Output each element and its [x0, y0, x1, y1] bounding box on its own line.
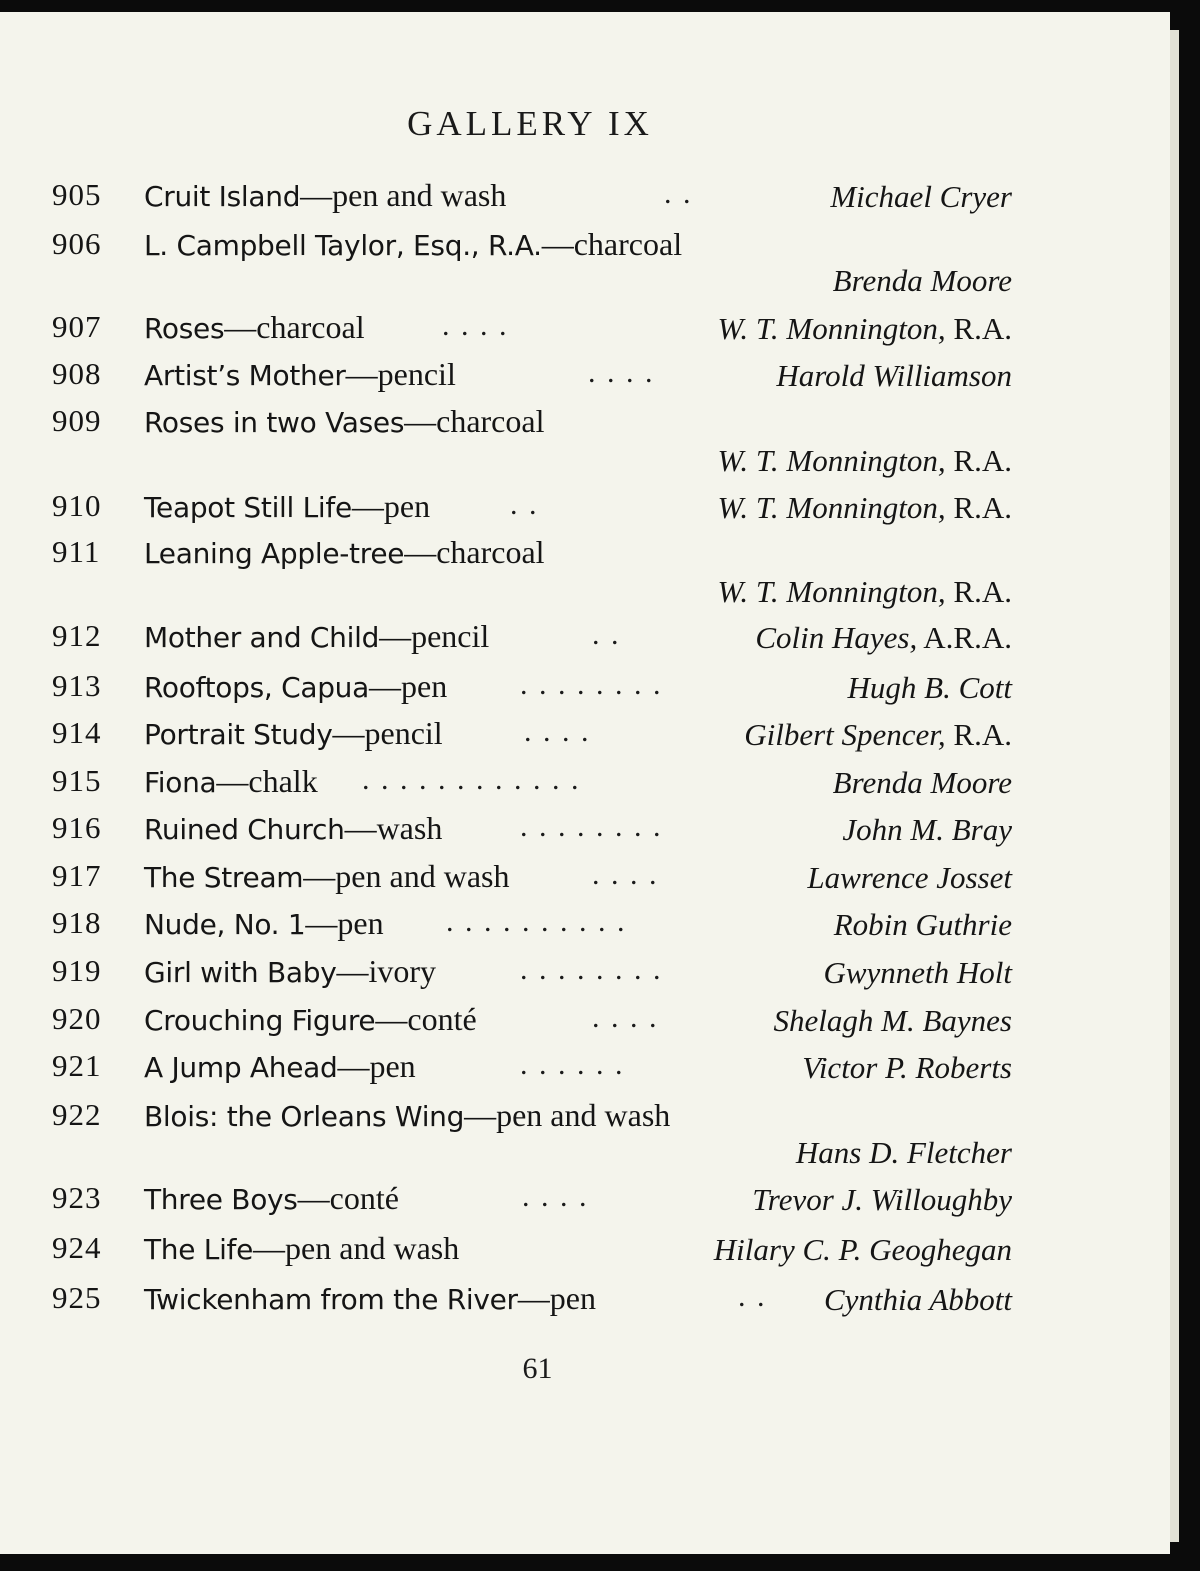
catalogue-page: [0, 12, 1170, 1554]
entry-artist: [744, 717, 1012, 753]
entry-work: [144, 1180, 399, 1217]
leader-dots: . . . .: [592, 858, 659, 891]
gallery-heading: GALLERY IX: [407, 104, 653, 143]
leader-dots: . .: [510, 488, 539, 521]
entry-title: Cruit Island: [144, 180, 301, 213]
entry-medium: —pen: [517, 1280, 596, 1316]
entry-row: [0, 858, 1170, 898]
entry-number: 920: [52, 1001, 102, 1036]
entry-row: [0, 356, 1170, 396]
entry-medium: —pencil: [332, 715, 443, 751]
entry-medium: —wash: [344, 810, 443, 846]
entry-title: Blois: the Orleans Wing: [144, 1100, 465, 1133]
entry-artist: [776, 358, 1012, 394]
entry-medium: —pen: [337, 1048, 416, 1084]
entry-row: [0, 309, 1170, 349]
entry-row: [0, 534, 1170, 574]
leader-dots: . . . .: [522, 1180, 589, 1213]
entry-medium: —pencil: [345, 356, 456, 392]
leader-dots: . . . . . . . . . . . .: [362, 763, 581, 796]
leader-dots: . . . .: [524, 715, 591, 748]
artist-name: Hans D. Fletcher: [795, 1135, 1012, 1170]
artist-name: Hilary C. P. Geoghegan: [713, 1232, 1012, 1267]
entry-work: [144, 1001, 477, 1038]
entry-medium: —charcoal: [541, 226, 683, 262]
entry-row: [0, 905, 1170, 945]
artist-suffix: A.R.A.: [917, 620, 1012, 655]
page-number: 61: [522, 1352, 553, 1385]
entry-row: [0, 177, 1170, 217]
entry-title: Mother and Child: [144, 621, 380, 654]
entry-work: [144, 488, 430, 525]
entry-title: The Stream: [144, 861, 304, 894]
entry-artist: [833, 765, 1012, 801]
entry-artist: [824, 1282, 1012, 1318]
artist-name: W. T. Monnington,: [717, 574, 946, 609]
entry-number: 921: [52, 1048, 102, 1083]
entry-work: [144, 858, 509, 895]
entry-row-continuation: [0, 1135, 1170, 1175]
entry-artist: [807, 860, 1012, 896]
artist-name: Harold Williamson: [776, 358, 1012, 393]
entry-number: 917: [52, 858, 102, 893]
entry-artist: [796, 1135, 1012, 1171]
entry-medium: —conté: [375, 1001, 477, 1037]
entry-title: Teapot Still Life: [144, 491, 352, 524]
leader-dots: . .: [664, 177, 693, 210]
entry-title: Portrait Study: [144, 718, 333, 751]
entry-work: [144, 1097, 670, 1134]
artist-name: Trevor J. Willoughby: [752, 1182, 1012, 1217]
entry-artist: [717, 443, 1012, 479]
entry-title: Fiona: [144, 766, 217, 799]
entry-number: 915: [52, 763, 102, 798]
leader-dots: . .: [592, 618, 621, 651]
entry-artist: [823, 955, 1012, 991]
entry-row: [0, 1230, 1170, 1270]
artist-name: W. T. Monnington,: [717, 311, 946, 346]
entry-title: Three Boys: [144, 1183, 298, 1216]
entry-artist: [717, 574, 1012, 610]
entry-work: [144, 1048, 416, 1085]
entry-work: [144, 905, 384, 942]
entry-title: Rooftops, Capua: [144, 671, 369, 704]
entry-artist: [714, 1232, 1012, 1268]
entry-work: [144, 309, 365, 346]
entry-title: A Jump Ahead: [144, 1051, 338, 1084]
entry-number: 906: [52, 226, 102, 261]
entry-number: 925: [52, 1280, 102, 1315]
entry-number: 913: [52, 668, 102, 703]
entry-row: [0, 1097, 1170, 1137]
entry-row: [0, 226, 1170, 266]
entry-artist: [774, 1003, 1012, 1039]
entry-medium: —pencil: [379, 618, 490, 654]
entry-work: [144, 810, 442, 847]
artist-name: Shelagh M. Baynes: [773, 1003, 1012, 1038]
artist-suffix: R.A.: [945, 443, 1012, 478]
entry-artist: [755, 620, 1012, 656]
entry-row: [0, 810, 1170, 850]
entry-title: Nude, No. 1: [144, 908, 306, 941]
artist-name: Hugh B. Cott: [847, 670, 1012, 705]
entry-medium: —pen: [351, 488, 431, 524]
entry-artist: [833, 263, 1012, 299]
entry-artist: [717, 311, 1012, 347]
artist-name: Robin Guthrie: [833, 907, 1012, 942]
entry-artist: [802, 1050, 1012, 1086]
entry-row: [0, 1001, 1170, 1041]
entry-medium: —charcoal: [224, 309, 365, 345]
leader-dots: . . . . . . . .: [520, 953, 663, 986]
artist-name: Michael Cryer: [830, 179, 1012, 214]
artist-name: Gilbert Spencer,: [744, 717, 946, 752]
leader-dots: . . . .: [592, 1001, 659, 1034]
entry-artist: [830, 179, 1012, 215]
entry-number: 908: [52, 356, 102, 391]
entry-artist: [848, 670, 1012, 706]
entry-number: 922: [52, 1097, 102, 1132]
artist-name: Lawrence Josset: [807, 860, 1012, 895]
entry-medium: —charcoal: [404, 534, 545, 570]
entry-medium: —pen: [368, 668, 448, 704]
artist-name: Gwynneth Holt: [823, 955, 1012, 990]
entry-row: [0, 403, 1170, 443]
entry-number: 905: [52, 177, 102, 212]
leader-dots: . . . . . .: [520, 1048, 625, 1081]
artist-name: John M. Bray: [842, 812, 1012, 847]
entry-artist: [842, 812, 1012, 848]
entry-row-continuation: [0, 443, 1170, 483]
entry-medium: —pen and wash: [253, 1230, 460, 1266]
entry-row-continuation: [0, 263, 1170, 303]
entry-row-continuation: [0, 574, 1170, 614]
entry-row: [0, 1048, 1170, 1088]
entry-medium: —chalk: [216, 763, 318, 799]
artist-suffix: R.A.: [945, 490, 1012, 525]
entry-title: Roses in two Vases: [144, 406, 405, 439]
artist-suffix: R.A.: [945, 717, 1012, 752]
entry-number: 907: [52, 309, 102, 344]
entry-number: 924: [52, 1230, 102, 1265]
entry-work: [144, 177, 506, 214]
entry-number: 919: [52, 953, 102, 988]
artist-name: Brenda Moore: [832, 765, 1012, 800]
entry-title: Roses: [144, 312, 225, 345]
entry-work: [144, 668, 447, 705]
entry-title: Girl with Baby: [144, 956, 337, 989]
entry-medium: —pen and wash: [300, 177, 507, 213]
entry-work: [144, 763, 318, 800]
entry-medium: —conté: [297, 1180, 399, 1216]
entry-medium: —ivory: [336, 953, 437, 989]
artist-name: Cynthia Abbott: [823, 1282, 1012, 1317]
entry-number: 918: [52, 905, 102, 940]
entry-medium: —charcoal: [404, 403, 545, 439]
entry-title: Leaning Apple-tree: [144, 537, 405, 570]
entry-title: L. Campbell Taylor, Esq., R.A.: [144, 229, 542, 262]
entry-work: [144, 534, 545, 571]
entry-row: [0, 763, 1170, 803]
entry-number: 910: [52, 488, 102, 523]
entry-row: [0, 488, 1170, 528]
entry-work: [144, 1280, 596, 1317]
entry-work: [144, 618, 489, 655]
entry-row: [0, 715, 1170, 755]
entry-title: Twickenham from the River: [144, 1283, 518, 1316]
entry-row: [0, 668, 1170, 708]
entry-row: [0, 618, 1170, 658]
entry-artist: [752, 1182, 1012, 1218]
entry-work: [144, 953, 436, 990]
leader-dots: . . . . . . . .: [520, 810, 663, 843]
artist-name: Brenda Moore: [832, 263, 1012, 298]
artist-suffix: R.A.: [945, 574, 1012, 609]
entry-number: 909: [52, 403, 102, 438]
entry-work: [144, 1230, 459, 1267]
entry-title: Artist’s Mother: [144, 359, 346, 392]
artist-name: W. T. Monnington,: [717, 490, 946, 525]
entry-row: [0, 1180, 1170, 1220]
entry-work: [144, 403, 544, 440]
entry-number: 912: [52, 618, 102, 653]
artist-name: W. T. Monnington,: [717, 443, 946, 478]
entry-artist: [717, 490, 1012, 526]
entry-artist: [834, 907, 1012, 943]
entry-number: 914: [52, 715, 102, 750]
entry-row: [0, 953, 1170, 993]
artist-name: Colin Hayes,: [755, 620, 918, 655]
entry-title: The Life: [144, 1233, 254, 1266]
entry-title: Ruined Church: [144, 813, 345, 846]
entry-number: 923: [52, 1180, 102, 1215]
entry-row: [0, 1280, 1170, 1320]
leader-dots: . .: [738, 1280, 767, 1313]
entry-medium: —pen and wash: [303, 858, 510, 894]
entry-number: 916: [52, 810, 102, 845]
entry-work: [144, 356, 456, 393]
leader-dots: . . . .: [588, 356, 655, 389]
leader-dots: . . . . . . . . . .: [446, 905, 627, 938]
entry-work: [144, 715, 443, 752]
entry-work: [144, 226, 682, 263]
leader-dots: . . . . . . . .: [520, 668, 663, 701]
artist-suffix: R.A.: [945, 311, 1012, 346]
entry-medium: —pen: [305, 905, 384, 941]
entry-number: 911: [52, 534, 101, 569]
entry-medium: —pen and wash: [464, 1097, 671, 1133]
entry-title: Crouching Figure: [144, 1004, 376, 1037]
artist-name: Victor P. Roberts: [802, 1050, 1012, 1085]
leader-dots: . . . .: [442, 309, 509, 342]
